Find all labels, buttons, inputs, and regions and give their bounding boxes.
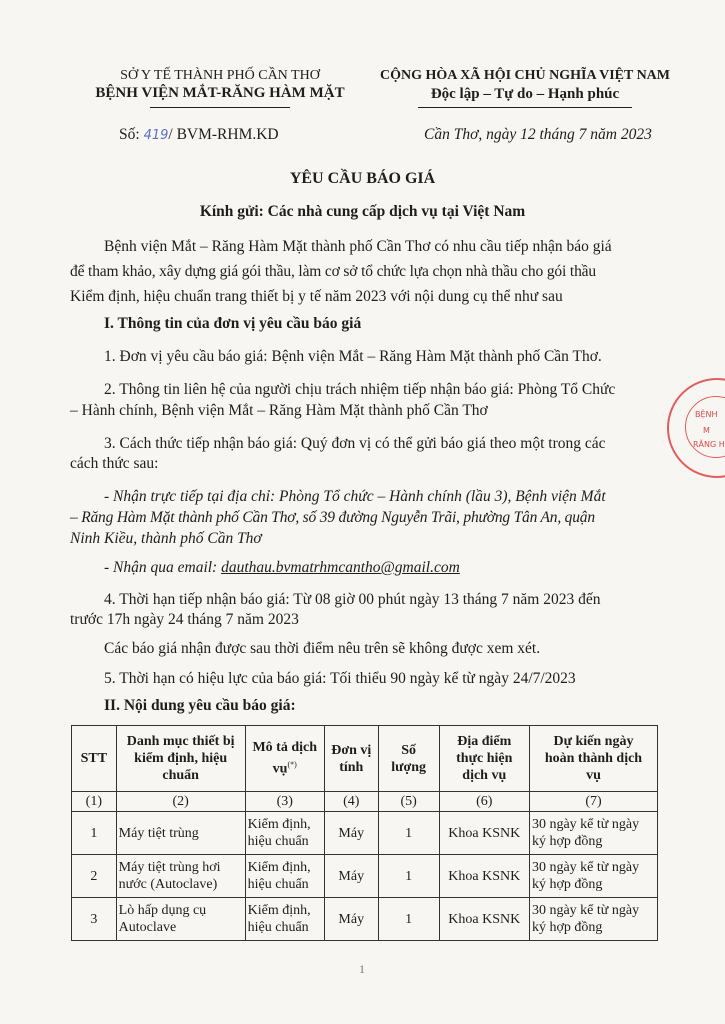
info-item-2: 2. Thông tin liên hệ của người chịu trách nhiệm tiếp nhận báo giá: Phòng Tổ Chức [104, 381, 616, 398]
header-location: Địa điểm thực hiện dịch vụ [439, 726, 529, 792]
info-item-2-cont: – Hành chính, Bệnh viện Mắt – Răng Hàm Mặt thành phố Cần Thơ [70, 402, 488, 419]
cell-unit: Máy [324, 898, 378, 941]
info-item-5: 5. Thời hạn có hiệu lực của báo giá: Tối thiểu 90 ngày kể từ ngày 24/7/2023 [104, 670, 576, 687]
cell-description: Kiểm định, hiệu chuẩn [245, 898, 324, 941]
cell-item: Lò hấp dụng cụ Autoclave [116, 898, 245, 941]
motto-underline [418, 107, 632, 108]
column-index: (7) [529, 792, 657, 812]
cell-expected: 30 ngày kể từ ngày ký hợp đồng [529, 898, 657, 941]
section-heading: I. Thông tin của đơn vị yêu cầu báo giá [104, 315, 362, 332]
email-link[interactable]: dauthau.bvmatrhmcantho@gmail.com [221, 559, 460, 576]
column-index: (6) [439, 792, 529, 812]
column-index: (4) [324, 792, 378, 812]
request-table [71, 725, 658, 941]
stamp-text: BỆNH [695, 410, 718, 419]
cell-expected: 30 ngày kể từ ngày ký hợp đồng [529, 812, 657, 855]
department-name: SỞ Y TẾ THÀNH PHỐ CẦN THƠ [120, 68, 320, 83]
document-number-handwritten: 419 [143, 128, 169, 143]
header-quantity: Số lượng [378, 726, 439, 792]
page-number: 1 [359, 962, 365, 976]
cell-location: Khoa KSNK [439, 898, 529, 941]
cell-quantity: 1 [378, 812, 439, 855]
info-item-4-cont: trước 17h ngày 24 tháng 7 năm 2023 [70, 611, 299, 628]
cell-unit: Máy [324, 855, 378, 898]
cell-quantity: 1 [378, 855, 439, 898]
cell-location: Khoa KSNK [439, 855, 529, 898]
cell-description: Kiểm định, hiệu chuẩn [245, 812, 324, 855]
header-stt: STT [72, 726, 117, 792]
info-item-4: 4. Thời hạn tiếp nhận báo giá: Từ 08 giờ 00 phút ngày 13 tháng 7 năm 2023 đến [104, 591, 601, 608]
column-index: (5) [378, 792, 439, 812]
stamp-text: RĂNG H [693, 440, 725, 449]
late-note: Các báo giá nhận được sau thời điểm nêu trên sẽ không được xem xét. [104, 640, 541, 657]
intro-line: Bệnh viện Mắt – Răng Hàm Mặt thành phố Cần Thơ có nhu cầu tiếp nhận báo giá [104, 238, 612, 255]
cell-stt: 1 [72, 812, 117, 855]
email-label: - Nhận qua email: [104, 559, 222, 576]
email-line [104, 557, 460, 578]
table-row [72, 812, 658, 855]
table-header-row [72, 726, 658, 792]
cell-stt: 2 [72, 855, 117, 898]
column-index: (2) [116, 792, 245, 812]
header-description: Mô tả dịch vụ(*) [245, 726, 324, 792]
direct-address-line: – Răng Hàm Mặt thành phố Cần Thơ, số 39 đường Nguyễn Trãi, phường Tân An, quận [70, 509, 595, 526]
column-index: (1) [72, 792, 117, 812]
intro-line: Kiểm định, hiệu chuẩn trang thiết bị y tế năm 2023 với nội dung cụ thể như sau [70, 288, 563, 305]
national-motto: Độc lập – Tự do – Hạnh phúc [430, 86, 620, 102]
section-heading: II. Nội dung yêu cầu báo giá: [104, 697, 296, 714]
recipient-line: Kính gửi: Các nhà cung cấp dịch vụ tại Việt Nam [199, 203, 526, 220]
info-item-1: 1. Đơn vị yêu cầu báo giá: Bệnh viện Mắt – Răng Hàm Mặt thành phố Cần Thơ. [104, 348, 602, 365]
cell-quantity: 1 [378, 898, 439, 941]
nation-name: CỘNG HÒA XÃ HỘI CHỦ NGHĨA VIỆT NAM [379, 68, 670, 83]
cell-description: Kiểm định, hiệu chuẩn [245, 855, 324, 898]
document-number-label: Số: [119, 126, 140, 143]
info-item-3: 3. Cách thức tiếp nhận báo giá: Quý đơn vị có thể gửi báo giá theo một trong các [104, 435, 606, 452]
stamp-text: M [703, 426, 710, 435]
document-number-suffix: / BVM-RHM.KD [168, 126, 279, 143]
document-number [119, 126, 279, 144]
cell-item: Máy tiệt trùng hơi nước (Autoclave) [116, 855, 245, 898]
table-index-row [72, 792, 658, 812]
info-item-3-cont: cách thức sau: [70, 455, 159, 472]
document-title: YÊU CẦU BÁO GIÁ [289, 170, 436, 187]
cell-unit: Máy [324, 812, 378, 855]
cell-item: Máy tiệt trùng [116, 812, 245, 855]
hospital-underline [150, 107, 290, 108]
header-expected-completion: Dự kiến ngày hoàn thành dịch vụ [529, 726, 657, 792]
column-index: (3) [245, 792, 324, 812]
header-unit: Đơn vị tính [324, 726, 378, 792]
cell-location: Khoa KSNK [439, 812, 529, 855]
table-row [72, 855, 658, 898]
table-row [72, 898, 658, 941]
intro-line: để tham khảo, xây dựng giá gói thầu, làm cơ sở tổ chức lựa chọn nhà thầu cho gói thầu [70, 263, 597, 280]
header-category: Danh mục thiết bị kiểm định, hiệu chuẩn [116, 726, 245, 792]
official-stamp [667, 378, 725, 478]
document-date: Cần Thơ, ngày 12 tháng 7 năm 2023 [424, 126, 652, 143]
direct-address-line: Ninh Kiều, thành phố Cần Thơ [70, 530, 262, 547]
direct-address-line: - Nhận trực tiếp tại địa chỉ: Phòng Tổ chức – Hành chính (lầu 3), Bệnh viện Mắt [104, 488, 606, 505]
cell-stt: 3 [72, 898, 117, 941]
hospital-name: BỆNH VIỆN MẮT-RĂNG HÀM MẶT [95, 85, 345, 101]
cell-expected: 30 ngày kể từ ngày ký hợp đồng [529, 855, 657, 898]
